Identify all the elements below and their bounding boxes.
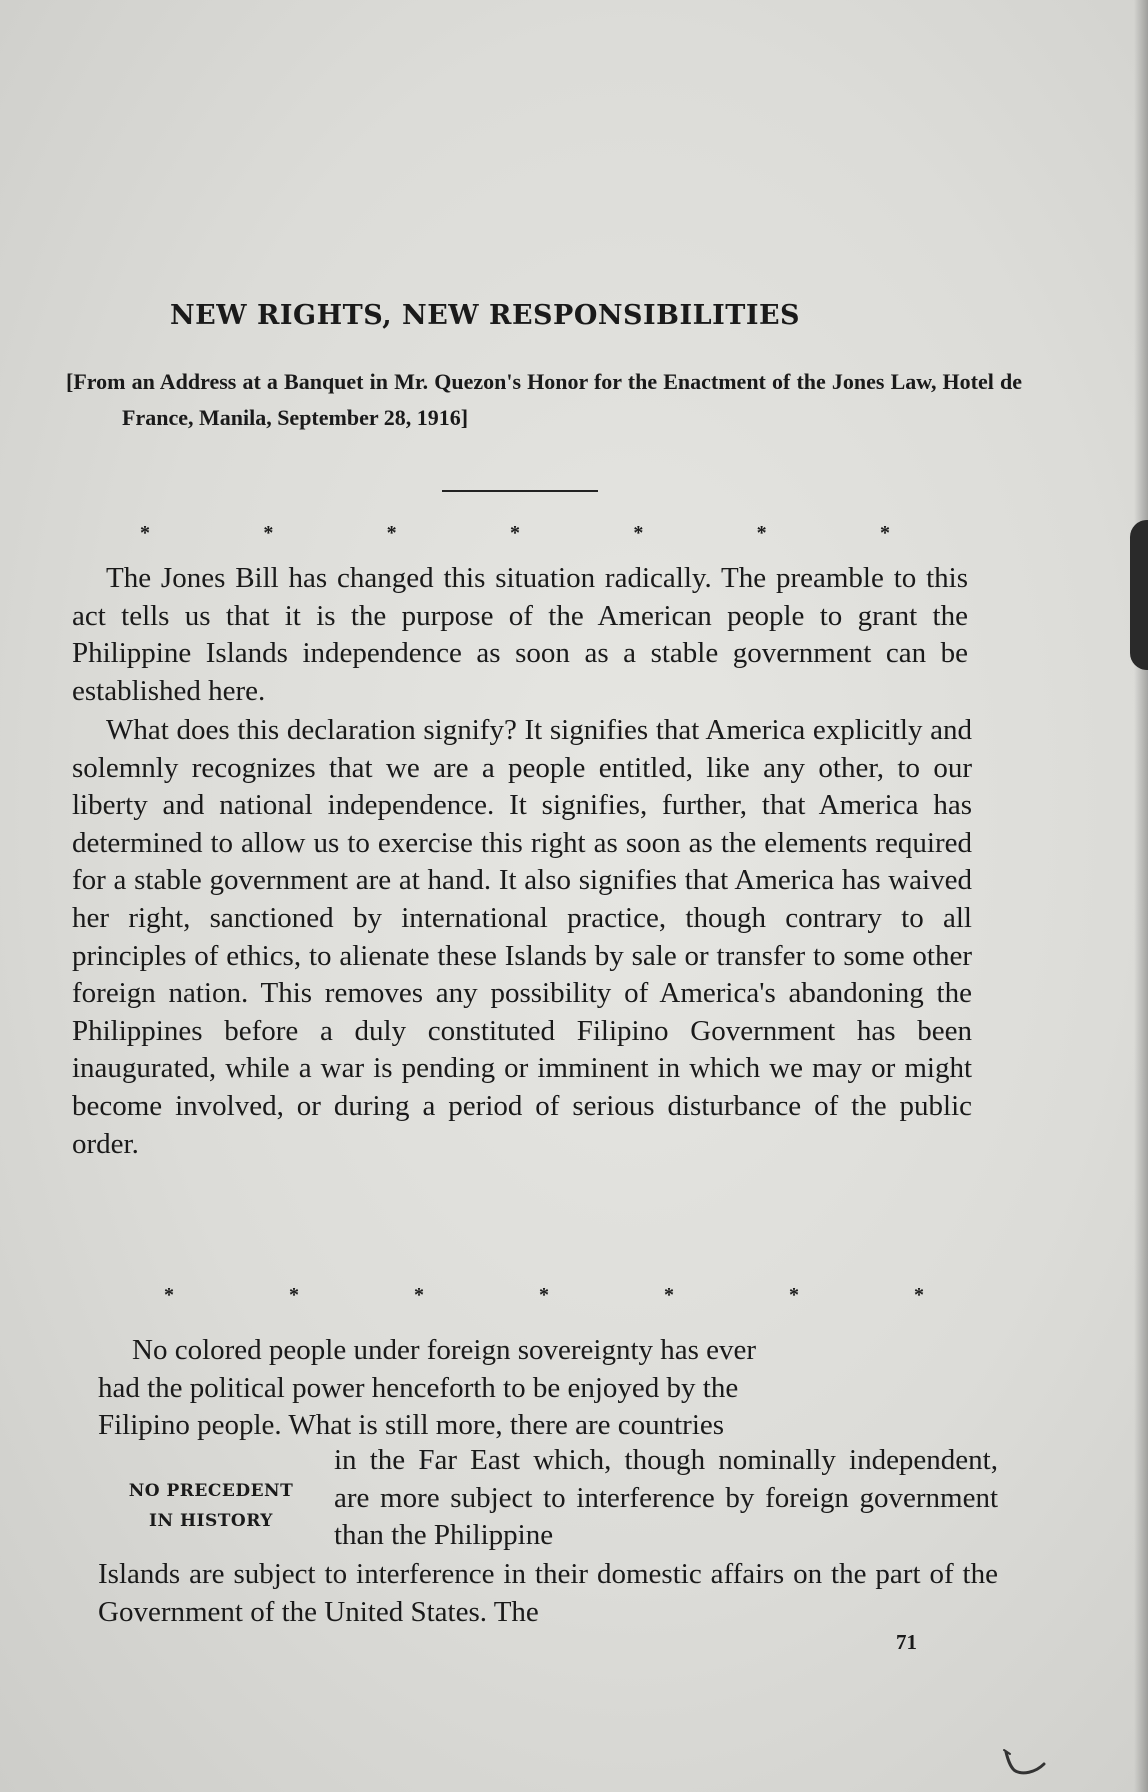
title-divider [442,490,598,492]
paragraph: The Jones Bill has changed this situation radically. The preamble to this act tells us that it is the purpose of the American people to grant the Philippine Islands independence as soon as a stable government can be established here. [72,562,968,707]
asterisk: * [879,522,890,544]
asterisk-separator [164,1284,924,1314]
sidenote-block [98,1442,998,1562]
sidenote-line: NO PRECEDENT [128,1481,294,1501]
page-title: NEW RIGHTS, NEW RESPONSIBILITIES [170,300,801,331]
asterisk: * [914,1284,924,1306]
asterisk: * [386,522,397,544]
asterisk: * [164,1284,174,1306]
paragraph-continuation: Islands are subject to interference in their domestic affairs on the part of the Government of the United States. The [98,1558,998,1628]
asterisk: * [539,1284,549,1306]
source-note: [From an Address at a Banquet in Mr. Quezon's Honor for the Enactment of the Jones Law, Hotel de France, Manila, September 28, 1916] [66,369,1022,430]
asterisk: * [263,522,274,544]
asterisk: * [509,522,520,544]
paragraph-line: had the political power henceforth to be enjoyed by the [98,1371,739,1404]
margin-sidenote [98,1476,324,1536]
asterisk: * [289,1284,299,1306]
asterisk: * [414,1284,424,1306]
pen-mark-icon [1000,1742,1060,1778]
asterisk: * [789,1284,799,1306]
asterisk: * [633,522,644,544]
paragraph-line: Filipino people. What is still more, there are countries [98,1409,725,1442]
asterisk: * [664,1284,674,1306]
paragraph-line: No colored people under foreign sovereignty has ever [132,1334,757,1366]
page-edge-shadow [1134,0,1148,1792]
paragraph [98,1332,998,1445]
paragraph: What does this declaration signify? It signifies that America explicitly and solemnly recognizes that we are a people entitled, like any other, to our liberty and national independence. It signifies, further, that America has determined to allow us to exercise this right as soon as the elements required for a stable government are at hand. It also signifies that America has waived her right, sanctioned by international practice, though contrary to all principles of ethics, to alienate these Islands by sale or transfer to some other foreign nation. This removes any possibility of America's abandoning the Philippines before a duly constituted Filipino Government has been inaugurated, while a war is pending or imminent in which we may or might become involved, or during a period of serious disturbance of the public order. [72,714,972,1160]
page-number: 71 [896,1630,917,1654]
asterisk: * [140,522,150,544]
asterisk-separator [140,522,890,552]
paragraph-text-beside-sidenote: in the Far East which, though nominally independent, are more subject to interference by foreign government than the Philippine [334,1444,998,1552]
asterisk: * [756,522,767,544]
sidenote-line: IN HISTORY [149,1511,273,1531]
binding-edge-mark [1130,520,1148,670]
